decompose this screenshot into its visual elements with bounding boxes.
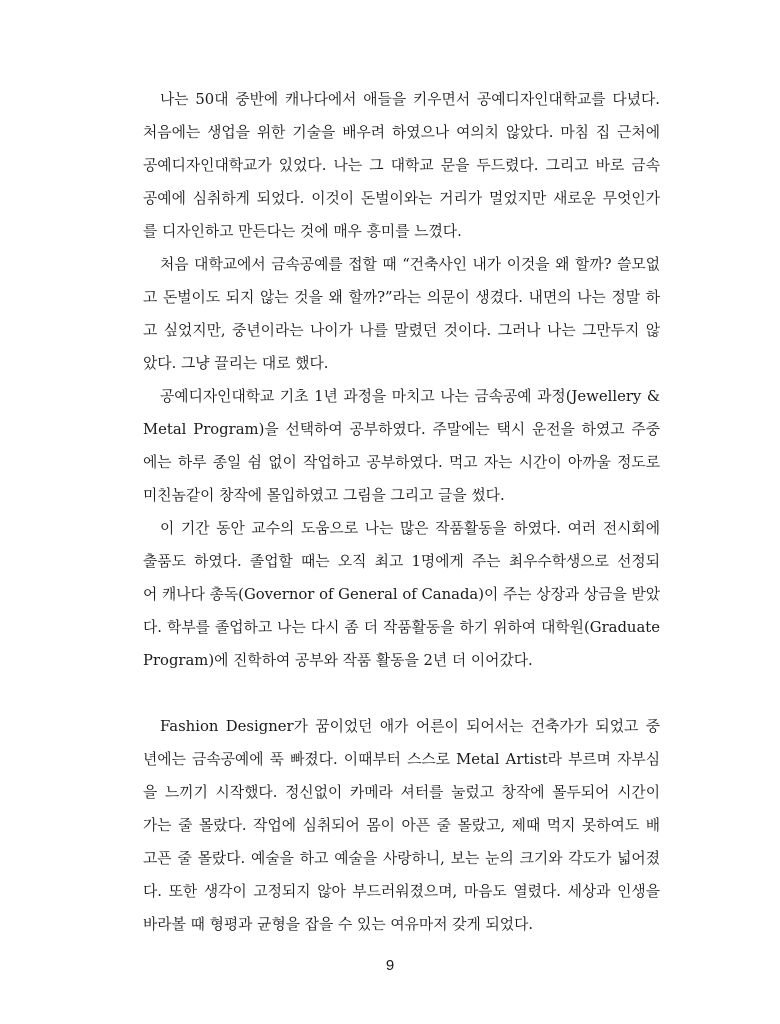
paragraph-1-line-2: 처음에는 생업을 위한 기술을 배우려 하였으나 여의치 않았다. 마침 집 근처에 — [143, 124, 660, 141]
paragraph-5-line-6: 다. 또한 생각이 고정되지 않아 부드러워졌으며, 마음도 열렸다. 세상과 인생을 — [143, 883, 660, 900]
paragraph-4-line-2: 출품도 하였다. 졸업할 때는 오직 최고 1명에게 주는 최우수학생으로 선정되 — [143, 553, 660, 570]
paragraph-3-line-2: Metal Program)을 선택하여 공부하였다. 주말에는 택시 운전을 하였고 주중 — [143, 421, 660, 438]
paragraph-4-line-4: 다. 학부를 졸업하고 나는 다시 좀 더 작품활동을 하기 위하여 대학원(Graduate — [143, 619, 660, 636]
paragraph-1-line-1: 나는 50대 중반에 캐나다에서 애들을 키우면서 공예디자인대학교를 다녔다. — [160, 91, 660, 108]
paragraph-5-line-5: 고픈 줄 몰랐다. 예술을 하고 예술을 사랑하니, 보는 눈의 크기와 각도가 넓어졌 — [143, 850, 660, 867]
paragraph-5-line-1: Fashion Designer가 꿈이었던 애가 어른이 되어서는 건축가가 되었고 중 — [160, 718, 660, 735]
paragraph-4-line-5: Program)에 진학하여 공부와 작품 활동을 2년 더 이어갔다. — [143, 652, 533, 669]
paragraph-1-line-5: 를 디자인하고 만든다는 것에 매우 흥미를 느꼈다. — [143, 223, 462, 240]
paragraph-3-line-4: 미친놈같이 창작에 몰입하였고 그림을 그리고 글을 썼다. — [143, 487, 505, 504]
page-number: 9 — [385, 957, 395, 974]
paragraph-5-line-3: 을 느끼기 시작했다. 정신없이 카메라 셔터를 눌렀고 창작에 몰두되어 시간이 — [143, 784, 660, 801]
paragraph-3-line-1: 공예디자인대학교 기초 1년 과정을 마치고 나는 금속공예 과정(Jewellery & — [160, 388, 660, 405]
paragraph-3-line-3: 에는 하루 종일 쉼 없이 작업하고 공부하였다. 먹고 자는 시간이 아까울 정도로 — [143, 454, 660, 471]
paragraph-2-line-2: 고 돈벌이도 되지 않는 것을 왜 할까?”라는 의문이 생겼다. 내면의 나는 정말 하 — [143, 289, 660, 306]
paragraph-2-line-4: 았다. 그냥 끌리는 대로 했다. — [143, 355, 329, 372]
paragraph-4-line-1: 이 기간 동안 교수의 도움으로 나는 많은 작품활동을 하였다. 여러 전시회에 — [160, 520, 660, 537]
paragraph-4-line-3: 어 캐나다 총독(Governor of General of Canada)이 주는 상장과 상금을 받았 — [143, 586, 661, 603]
paragraph-5-line-7: 바라볼 때 형평과 균형을 잡을 수 있는 여유마저 갖게 되었다. — [143, 916, 534, 933]
paragraph-2-line-3: 고 싶었지만, 중년이라는 나이가 나를 말렸던 것이다. 그러나 나는 그만두지 않 — [143, 322, 660, 339]
paragraph-1-line-4: 공예에 심취하게 되었다. 이것이 돈벌이와는 거리가 멀었지만 새로운 무엇인가 — [143, 190, 660, 207]
paragraph-5-line-4: 가는 줄 몰랐다. 작업에 심취되어 몸이 아픈 줄 몰랐고, 제때 먹지 못하여도 배 — [143, 817, 660, 834]
paragraph-5-line-2: 년에는 금속공예에 푹 빠졌다. 이때부터 스스로 Metal Artist라 부르며 자부심 — [143, 751, 660, 768]
paragraph-2-line-1: 처음 대학교에서 금속공예를 접할 때 “건축사인 내가 이것을 왜 할까? 쓸모없 — [160, 256, 660, 273]
paragraph-1-line-3: 공예디자인대학교가 있었다. 나는 그 대학교 문을 두드렸다. 그리고 바로 금속 — [143, 157, 660, 174]
